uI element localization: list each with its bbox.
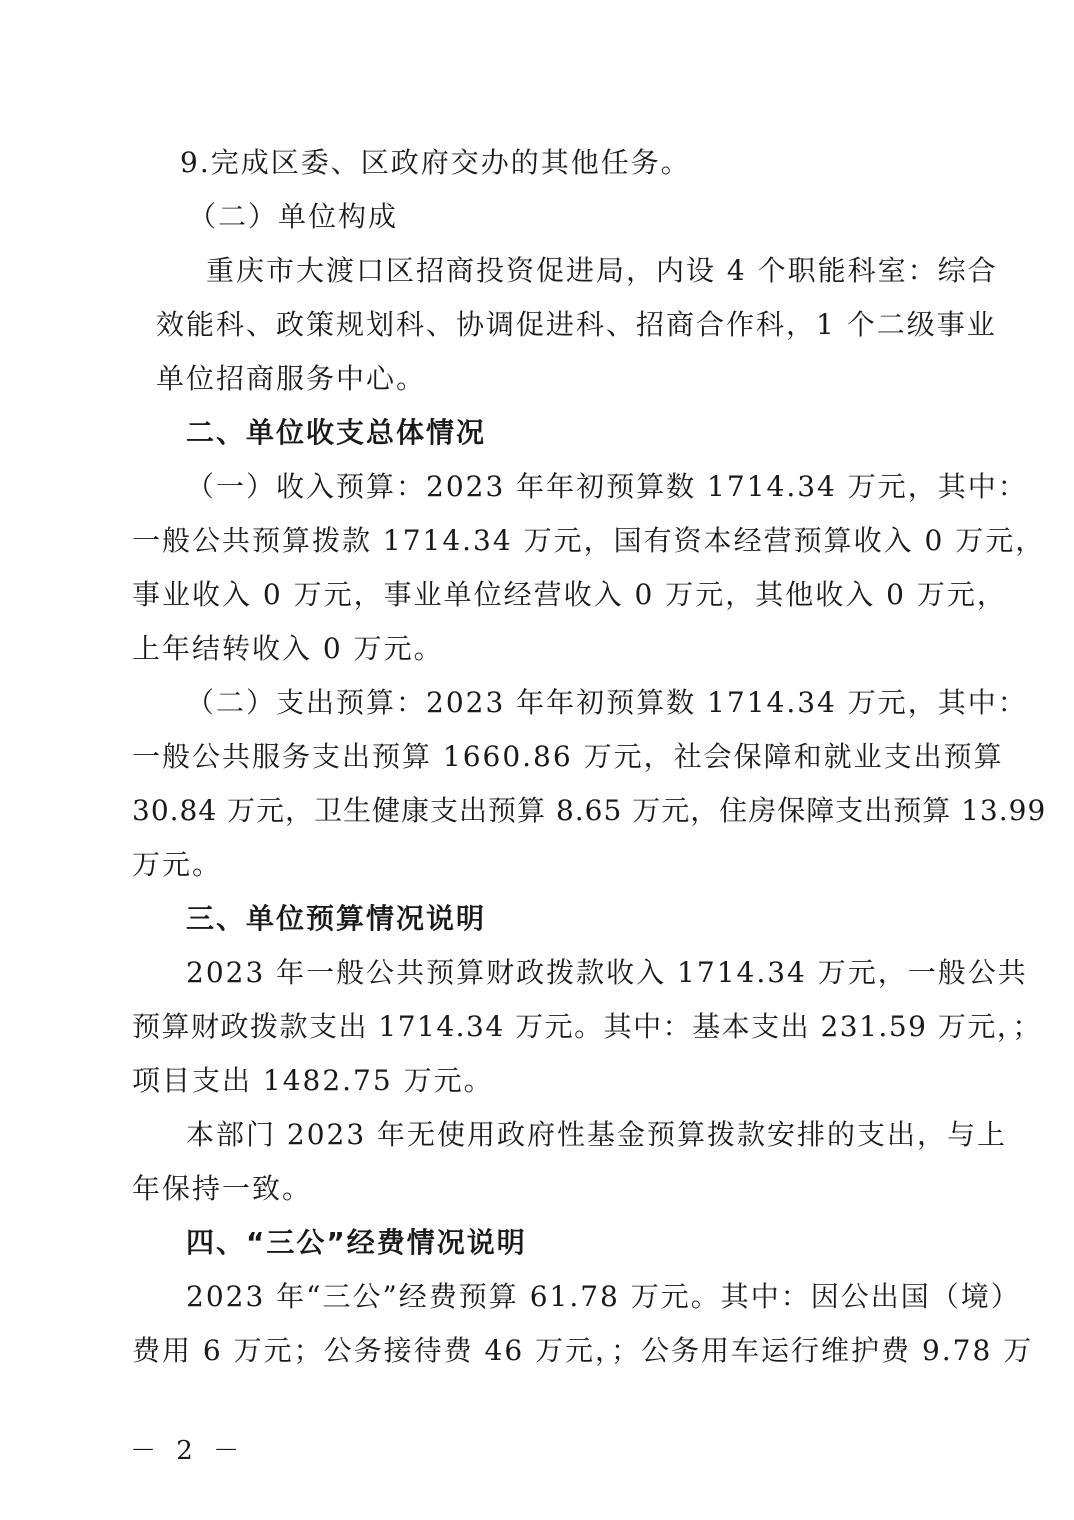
section-heading: 三、单位预算情况说明 (186, 902, 487, 935)
paragraph-line: 30.84 万元，卫生健康支出预算 8.65 万元，住房保障支出预算 13.99 (132, 794, 1047, 827)
paragraph-line: 预算财政拨款支出 1714.34 万元。其中：基本支出 231.59 万元，； (132, 1010, 1042, 1043)
paragraph-line: 效能科、政策规划科、协调促进科、招商合作科，1 个二级事业 (156, 308, 997, 341)
section-heading: 四、“三公”经费情况说明 (186, 1226, 527, 1259)
paragraph-line: 重庆市大渡口区招商投资促进局，内设 4 个职能科室：综合 (206, 254, 998, 287)
paragraph-line: （二）支出预算：2023 年年初预算数 1714.34 万元，其中： (186, 686, 1028, 719)
section-heading: 二、单位收支总体情况 (186, 416, 487, 449)
subheading: （二）单位构成 (188, 200, 399, 233)
paragraph-line: 一般公共服务支出预算 1660.86 万元，社会保障和就业支出预算 (132, 740, 1004, 773)
paragraph-line: 2023 年一般公共预算财政拨款收入 1714.34 万元，一般公共 (186, 956, 1028, 989)
paragraph-line: 年保持一致。 (132, 1172, 313, 1205)
paragraph-line: 上年结转收入 0 万元。 (132, 632, 444, 665)
page-number: － 2 － (130, 1436, 246, 1466)
paragraph-line: 9.完成区委、区政府交办的其他任务。 (180, 146, 691, 179)
paragraph-line: 2023 年“三公”经费预算 61.78 万元。其中：因公出国（境） (186, 1280, 1021, 1313)
paragraph-line: 单位招商服务中心。 (156, 362, 427, 395)
paragraph-line: （一）收入预算：2023 年年初预算数 1714.34 万元，其中： (186, 470, 1028, 503)
paragraph-line: 费用 6 万元；公务接待费 46 万元，；公务用车运行维护费 9.78 万 (132, 1334, 1034, 1367)
paragraph-line: 本部门 2023 年无使用政府性基金预算拨款安排的支出，与上 (186, 1118, 1008, 1151)
paragraph-line: 项目支出 1482.75 万元。 (132, 1064, 494, 1097)
paragraph-line: 一般公共预算拨款 1714.34 万元，国有资本经营预算收入 0 万元， (132, 524, 1046, 557)
paragraph-line: 万元。 (132, 848, 223, 881)
paragraph-line: 事业收入 0 万元，事业单位经营收入 0 万元，其他收入 0 万元， (132, 578, 1007, 611)
